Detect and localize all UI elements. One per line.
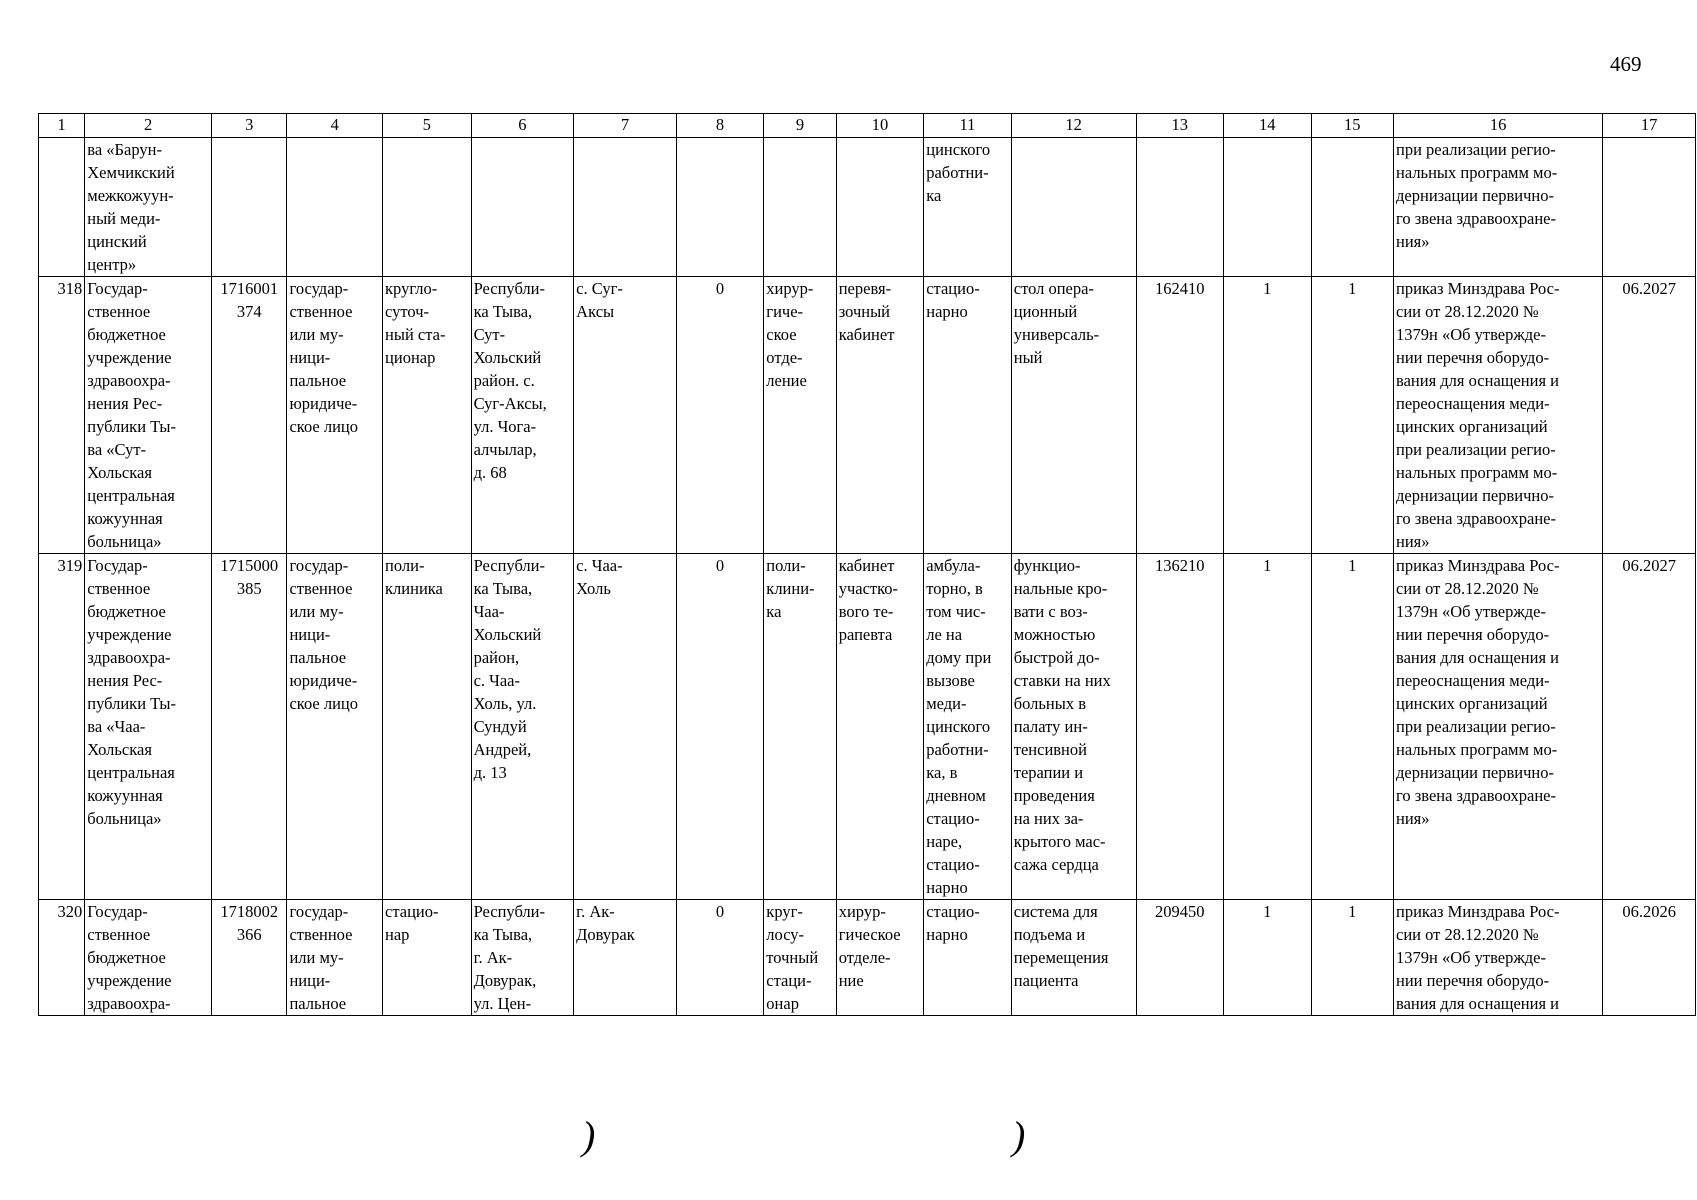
inn-cell — [212, 138, 287, 277]
quantity-cell: 1 — [1311, 554, 1393, 900]
care-type — [383, 138, 472, 277]
date-cell: 06.2027 — [1603, 554, 1696, 900]
care-type: стацио- нар — [383, 900, 472, 1016]
column-number: 11 — [924, 114, 1012, 138]
column-number: 4 — [287, 114, 383, 138]
date-cell: 06.2026 — [1603, 900, 1696, 1016]
room-cell — [836, 138, 924, 277]
care-conditions: стацио- нарно — [924, 900, 1012, 1016]
column-number: 12 — [1011, 114, 1136, 138]
code-cell: 162410 — [1136, 277, 1224, 554]
column-number: 17 — [1603, 114, 1696, 138]
inn-cell: 1716001 374 — [212, 277, 287, 554]
column-number: 13 — [1136, 114, 1224, 138]
table-row — [39, 554, 1696, 900]
column-number: 6 — [471, 114, 574, 138]
table-row — [39, 277, 1696, 554]
care-conditions: амбула- торно, в том чис- ле на дому при вызове меди- цинского работни- ка, в дневном стацио- наре, стацио- нарно — [924, 554, 1012, 900]
department-cell — [764, 138, 836, 277]
column-number: 9 — [764, 114, 836, 138]
zero-cell — [676, 138, 764, 277]
zero-cell: 0 — [676, 277, 764, 554]
care-conditions: стацио- нарно — [924, 277, 1012, 554]
organization-name: Государ- ственное бюджетное учреждение здравоохра- нения Рес- публики Ты- ва «Сут- Хольская центральная кожуунная больница» — [85, 277, 212, 554]
room-cell: хирур- гическое отделе- ние — [836, 900, 924, 1016]
page-number: 469 — [1610, 52, 1642, 76]
legal-form: государ- ственное или му- ници- пальное — [287, 900, 383, 1016]
quantity-cell — [1224, 138, 1312, 277]
locality-cell: г. Ак- Довурак — [574, 900, 677, 1016]
margin-mark: ) — [1012, 1113, 1026, 1158]
table-row — [39, 900, 1696, 1016]
row-number: 320 — [39, 900, 85, 1016]
registry-table — [38, 113, 1696, 1016]
legal-form: государ- ственное или му- ници- пальное юридиче- ское лицо — [287, 554, 383, 900]
locality-cell — [574, 138, 677, 277]
quantity-cell: 1 — [1224, 900, 1312, 1016]
regulation-cell: приказ Минздрава Рос- сии от 28.12.2020 № 1379н «Об утвержде- нии перечня оборудо- вания для оснащения и переоснащения меди- цинских организаций при реализации регио- нальных программ мо- дернизации первично- го звена здравоохране- ния» — [1394, 277, 1603, 554]
column-number: 1 — [39, 114, 85, 138]
address-cell: Республи- ка Тыва, Сут- Хольский район. с. Суг-Аксы, ул. Чога- алчылар, д. 68 — [471, 277, 574, 554]
zero-cell: 0 — [676, 900, 764, 1016]
address-cell: Республи- ка Тыва, г. Ак- Довурак, ул. Цен- — [471, 900, 574, 1016]
care-conditions: цинского работни- ка — [924, 138, 1012, 277]
column-number: 2 — [85, 114, 212, 138]
care-type: поли- клиника — [383, 554, 472, 900]
legal-form: государ- ственное или му- ници- пальное юридиче- ское лицо — [287, 277, 383, 554]
row-number: 318 — [39, 277, 85, 554]
code-cell — [1136, 138, 1224, 277]
table-row — [39, 138, 1696, 277]
column-number: 10 — [836, 114, 924, 138]
care-type: кругло- суточ- ный ста- ционар — [383, 277, 472, 554]
column-number: 16 — [1394, 114, 1603, 138]
regulation-cell: приказ Минздрава Рос- сии от 28.12.2020 № 1379н «Об утвержде- нии перечня оборудо- вания для оснащения и переоснащения меди- цинских организаций при реализации регио- нальных программ мо- дернизации первично- го звена здравоохране- ния» — [1394, 554, 1603, 900]
quantity-cell: 1 — [1311, 277, 1393, 554]
department-cell: хирур- гиче- ское отдe- ление — [764, 277, 836, 554]
equipment-cell: система для подъема и перемещения пациента — [1011, 900, 1136, 1016]
quantity-cell: 1 — [1311, 900, 1393, 1016]
room-cell: кабинет участко- вого те- рапевта — [836, 554, 924, 900]
column-number-row — [39, 114, 1696, 138]
column-number: 5 — [383, 114, 472, 138]
legal-form — [287, 138, 383, 277]
code-cell: 209450 — [1136, 900, 1224, 1016]
regulation-cell: приказ Минздрава Рос- сии от 28.12.2020 № 1379н «Об утвержде- нии перечня оборудо- вания для оснащения и — [1394, 900, 1603, 1016]
organization-name: Государ- ственное бюджетное учреждение здравоохра- — [85, 900, 212, 1016]
room-cell: перевя- зочный кабинет — [836, 277, 924, 554]
organization-name: Государ- ственное бюджетное учреждение здравоохра- нения Рес- публики Ты- ва «Чаа- Хольская центральная кожуунная больница» — [85, 554, 212, 900]
equipment-cell: функцио- нальные кро- вати с воз- можностью быстрой до- ставки на них больных в палату ин- тенсивной терапии и проведения на них за- крытого мас- сажа сердца — [1011, 554, 1136, 900]
inn-cell: 1718002 366 — [212, 900, 287, 1016]
equipment-cell — [1011, 138, 1136, 277]
locality-cell: с. Чаа- Холь — [574, 554, 677, 900]
column-number: 3 — [212, 114, 287, 138]
column-number: 7 — [574, 114, 677, 138]
quantity-cell — [1311, 138, 1393, 277]
organization-name: ва «Барун- Хемчикский межкожуун- ный меди- цинский центр» — [85, 138, 212, 277]
code-cell: 136210 — [1136, 554, 1224, 900]
locality-cell: с. Суг- Аксы — [574, 277, 677, 554]
zero-cell: 0 — [676, 554, 764, 900]
equipment-cell: стол опера- ционный универсаль- ный — [1011, 277, 1136, 554]
address-cell: Республи- ка Тыва, Чаа- Хольский район, с. Чаа- Холь, ул. Сундуй Андрей, д. 13 — [471, 554, 574, 900]
quantity-cell: 1 — [1224, 277, 1312, 554]
row-number: 319 — [39, 554, 85, 900]
column-number: 8 — [676, 114, 764, 138]
address-cell — [471, 138, 574, 277]
date-cell: 06.2027 — [1603, 277, 1696, 554]
row-number — [39, 138, 85, 277]
department-cell: круг- лосу- точный стаци- онар — [764, 900, 836, 1016]
column-number: 14 — [1224, 114, 1312, 138]
department-cell: поли- клини- ка — [764, 554, 836, 900]
regulation-cell: при реализации регио- нальных программ мо- дернизации первично- го звена здравоохране- ния» — [1394, 138, 1603, 277]
margin-mark: ) — [582, 1113, 596, 1158]
date-cell — [1603, 138, 1696, 277]
inn-cell: 1715000 385 — [212, 554, 287, 900]
quantity-cell: 1 — [1224, 554, 1312, 900]
column-number: 15 — [1311, 114, 1393, 138]
